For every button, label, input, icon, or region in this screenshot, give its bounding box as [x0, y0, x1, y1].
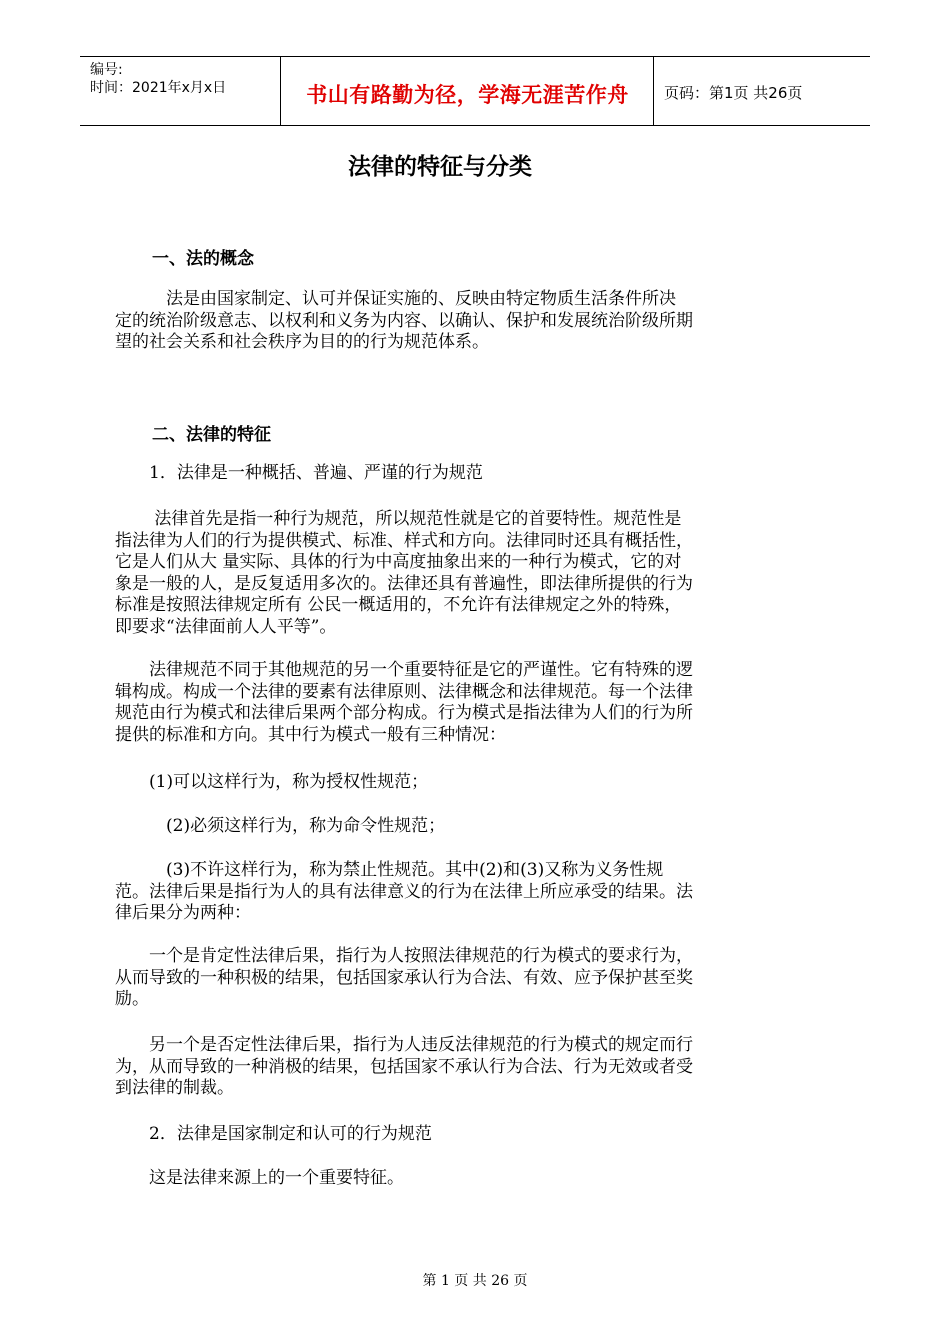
- text-line: (2)必须这样行为，称为命令性规范；: [115, 816, 446, 836]
- header-meta-cell: [80, 57, 281, 125]
- paragraph-rigor: [115, 660, 770, 746]
- header-page-code: 页码：第1页 共26页: [664, 84, 803, 102]
- text-line: 即要求“法律面前人人平等”。: [115, 616, 337, 637]
- document-time-label: 时间：2021年x月x日: [90, 80, 227, 96]
- document-title: 法律的特征与分类: [348, 154, 532, 180]
- text-line: 定的统治阶级意志、以权利和义务为内容、以确认、保护和发展统治阶级所期: [115, 310, 693, 331]
- paragraph-concept: [115, 289, 770, 354]
- document-number-label: 编号:: [90, 62, 123, 78]
- text-line: 提供的标准和方向。其中行为模式一般有三种情况：: [115, 724, 506, 745]
- text-line: 一个是肯定性法律后果，指行为人按照法律规范的行为模式的要求行为，: [115, 946, 693, 966]
- text-line: 规范由行为模式和法律后果两个部分构成。行为模式是指法律为人们的行为所: [115, 703, 693, 723]
- section-heading-features: 二、法律的特征: [152, 425, 271, 445]
- text-line: 这是法律来源上的一个重要特征。: [115, 1168, 404, 1188]
- header-table: [80, 56, 870, 126]
- header-motto: 书山有路勤为径，学海无涯苦作舟: [306, 83, 629, 107]
- text-line: 律后果分为两种：: [115, 903, 251, 923]
- text-line: 望的社会关系和社会秩序为目的的行为规范体系。: [115, 332, 489, 352]
- text-line: (1)可以这样行为，称为授权性规范；: [115, 772, 429, 792]
- text-line: 标准是按照法律规定所有 公民一概适用的，不允许有法律规定之外的特殊，: [115, 595, 682, 615]
- text-line: 法律首先是指一种行为规范，所以规范性就是它的首要特性。规范性是: [115, 509, 682, 529]
- list-item-1: [115, 463, 770, 485]
- header-motto-cell: [281, 57, 654, 125]
- list-item-2: [115, 1124, 770, 1146]
- header-page-cell: [654, 57, 870, 125]
- clause-2: [115, 816, 770, 838]
- paragraph-clause-3: [115, 860, 770, 925]
- clause-1: [115, 772, 770, 794]
- text-line: 法律规范不同于其他规范的另一个重要特征是它的严谨性。它有特殊的逻: [115, 660, 693, 680]
- text-line: 指法律为人们的行为提供模式、标准、样式和方向。法律同时还具有概括性，: [115, 530, 693, 551]
- text-line: 从而导致的一种积极的结果，包括国家承认行为合法、有效、应予保护甚至奖: [115, 967, 693, 988]
- paragraph-positive-consequence: [115, 946, 770, 1011]
- text-line: 法是由国家制定、认可并保证实施的、反映由特定物质生活条件所决: [115, 289, 676, 309]
- text-line: 1．法律是一种概括、普遍、严谨的行为规范: [115, 463, 483, 483]
- paragraph-negative-consequence: [115, 1035, 770, 1100]
- section-heading-concept: 一、法的概念: [152, 249, 254, 269]
- text-line: 到法律的制裁。: [115, 1078, 234, 1098]
- page-footer: 第 1 页 共 26 页: [422, 1273, 528, 1289]
- text-line: (3)不许这样行为，称为禁止性规范。其中(2)和(3)又称为义务性规: [115, 860, 664, 880]
- text-line: 象是一般的人，是反复适用多次的。法律还具有普遍性，即法律所提供的行为: [115, 573, 693, 594]
- text-line: 励。: [115, 989, 149, 1009]
- text-line: 2．法律是国家制定和认可的行为规范: [115, 1124, 432, 1144]
- text-line: 另一个是否定性法律后果，指行为人违反法律规范的行为模式的规定而行: [115, 1035, 693, 1055]
- text-line: 为，从而导致的一种消极的结果，包括国家不承认行为合法、行为无效或者受: [115, 1056, 693, 1077]
- text-line: 它是人们从大 量实际、具体的行为中高度抽象出来的一种行为模式，它的对: [115, 552, 682, 572]
- text-line: 范。法律后果是指行为人的具有法律意义的行为在法律上所应承受的结果。法: [115, 881, 693, 902]
- paragraph-source: [115, 1168, 770, 1190]
- text-line: 辑构成。构成一个法律的要素有法律原则、法律概念和法律规范。每一个法律: [115, 681, 693, 702]
- paragraph-normativity: [115, 509, 770, 638]
